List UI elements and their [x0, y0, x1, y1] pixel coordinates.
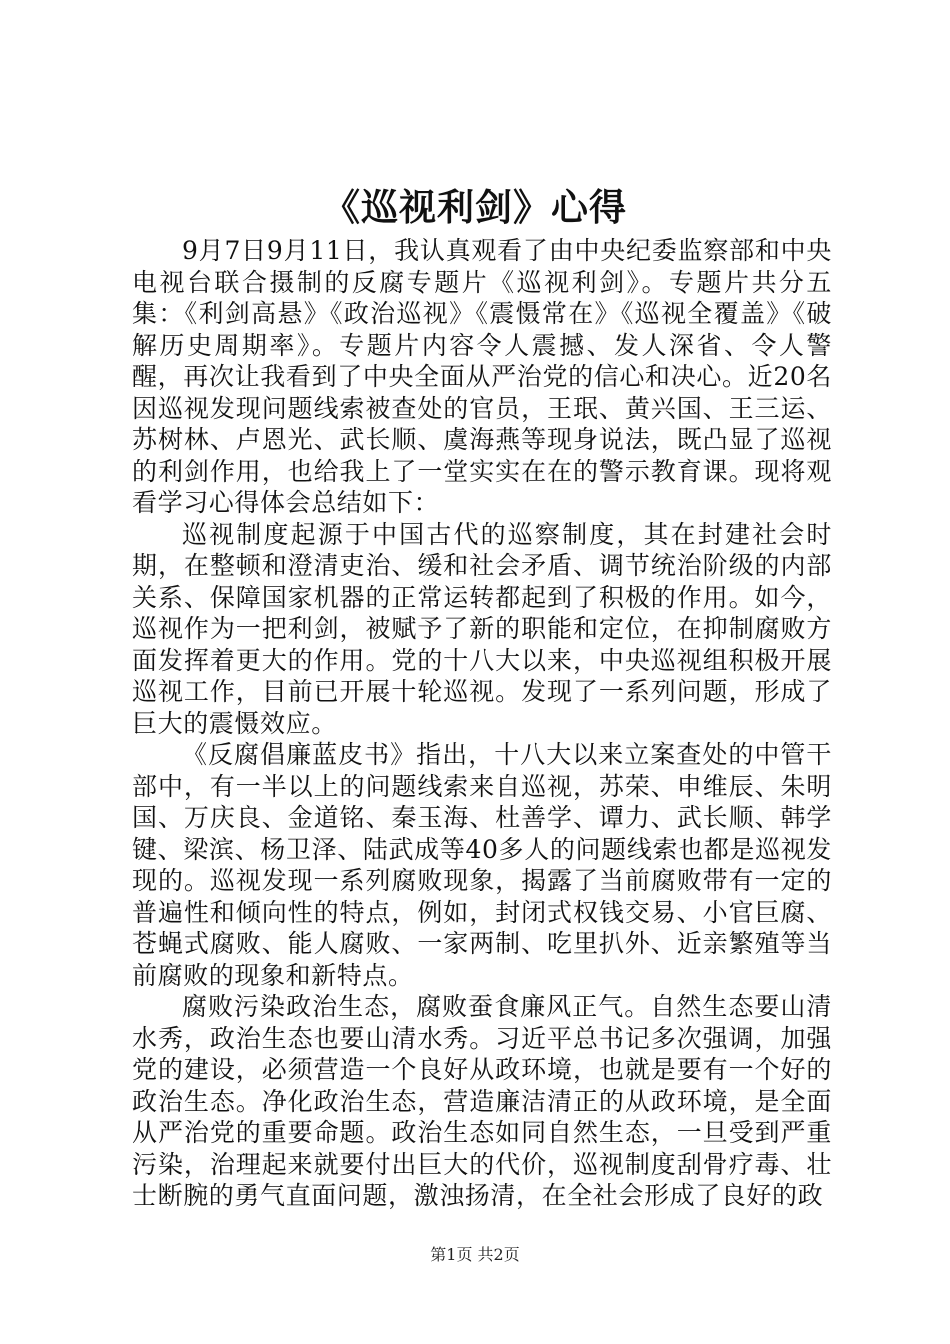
paragraph-1: 9月7日9月11日，我认真观看了由中央纪委监察部和中央电视台联合摄制的反腐专题片《巡视利剑》。专题片共分五集：《利剑高悬》《政治巡视》《震慑常在》《巡视全覆盖》《破解历史周期率》。专题片内容令人震撼、发人深省、令人警醒，再次让我看到了中央全面从严治党的信心和决心。近20名因巡视发现问题线索被查处的官员，王珉、黄兴国、王三运、苏树林、卢恩光、武长顺、虞海燕等现身说法，既凸显了巡视的利剑作用，也给我上了一堂实实在在的警示教育课。现将观看学习心得体会总结如下：	[132, 236, 832, 517]
document-body	[132, 235, 832, 1212]
paragraph-4: 腐败污染政治生态，腐败蚕食廉风正气。自然生态要山清水秀，政治生态也要山清水秀。习近平总书记多次强调，加强党的建设，必须营造一个良好从政环境，也就是要有一个好的政治生态。净化政治生态，营造廉洁清正的从政环境，是全面从严治党的重要命题。政治生态如同自然生态，一旦受到严重污染，治理起来就要付出巨大的代价，巡视制度刮骨疗毒、壮士断腕的勇气直面问题，激浊扬清，在全社会形成了良好的政	[132, 992, 832, 1210]
paragraph-3: 《反腐倡廉蓝皮书》指出，十八大以来立案查处的中管干部中，有一半以上的问题线索来自巡视，苏荣、申维辰、朱明国、万庆良、金道铭、秦玉海、杜善学、谭力、武长顺、韩学键、梁滨、杨卫泽、陆武成等40多人的问题线索也都是巡视发现的。巡视发现一系列腐败现象，揭露了当前腐败带有一定的普遍性和倾向性的特点，例如，封闭式权钱交易、小官巨腐、苍蝇式腐败、能人腐败、一家两制、吃里扒外、近亲繁殖等当前腐败的现象和新特点。	[132, 740, 832, 990]
page-footer	[0, 1244, 950, 1266]
paragraph-2: 巡视制度起源于中国古代的巡察制度，其在封建社会时期，在整顿和澄清吏治、缓和社会矛盾、调节统治阶级的内部关系、保障国家机器的正常运转都起到了积极的作用。如今，巡视作为一把利剑，被赋予了新的职能和定位，在抑制腐败方面发挥着更大的作用。党的十八大以来，中央巡视组积极开展巡视工作，目前已开展十轮巡视。发现了一系列问题，形成了巨大的震慑效应。	[132, 519, 832, 738]
document-title: 《巡视利剑》心得	[323, 185, 627, 229]
page-number-label: 第1页 共2页	[430, 1245, 520, 1264]
